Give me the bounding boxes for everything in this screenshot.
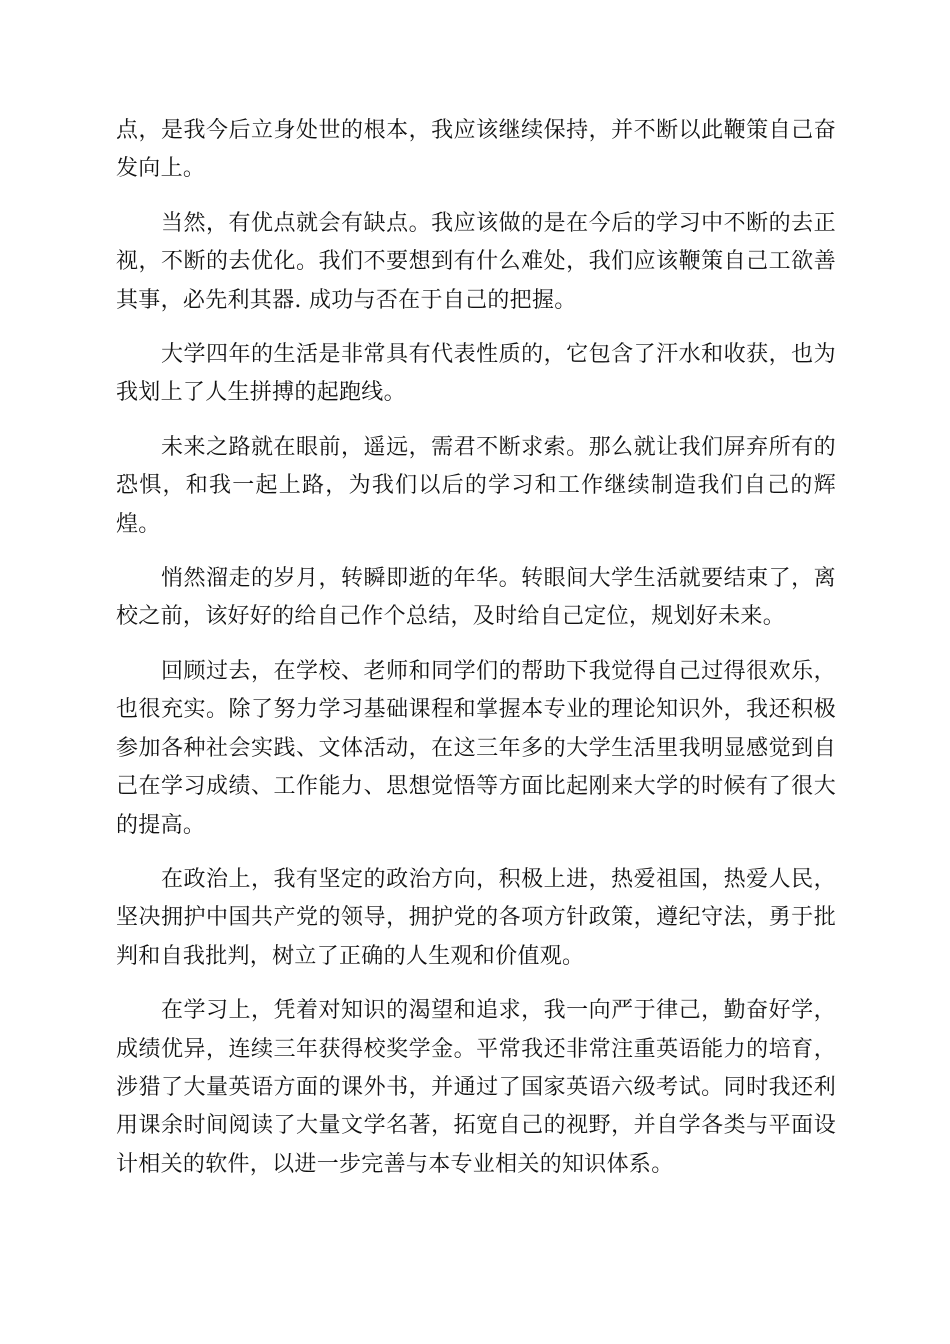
paragraph-2: 当然，有优点就会有缺点。我应该做的是在今后的学习中不断的去正视，不断的去优化。我们不要想到有什么难处，我们应该鞭策自己工欲善其事，必先利其器. 成功与否在于自己的把握。 — [116, 210, 836, 313]
paragraph-5: 悄然溜走的岁月，转瞬即逝的年华。转眼间大学生活就要结束了，离校之前，该好好的给自己作个总结，及时给自己定位，规划好未来。 — [116, 566, 836, 630]
document-body — [116, 112, 836, 1200]
paragraph-8: 在学习上，凭着对知识的渴望和追求，我一向严于律己，勤奋好学，成绩优异，连续三年获得校奖学金。平常我还非常注重英语能力的培育，涉猎了大量英语方面的课外书，并通过了国家英语六级考试。同时我还利用课余时间阅读了大量文学名著，拓宽自己的视野，并自学各类与平面设计相关的软件，以进一步完善与本专业相关的知识体系。 — [116, 998, 836, 1177]
paragraph-3: 大学四年的生活是非常具有代表性质的，它包含了汗水和收获，也为我划上了人生拼搏的起跑线。 — [116, 342, 836, 406]
paragraph-7: 在政治上，我有坚定的政治方向，积极上进，热爱祖国，热爱人民，坚决拥护中国共产党的领导，拥护党的各项方针政策，遵纪守法，勇于批判和自我批判，树立了正确的人生观和价值观。 — [116, 866, 836, 969]
paragraph-6: 回顾过去，在学校、老师和同学们的帮助下我觉得自己过得很欢乐，也很充实。除了努力学习基础课程和掌握本专业的理论知识外，我还积极参加各种社会实践、文体活动，在这三年多的大学生活里我明显感觉到自己在学习成绩、工作能力、思想觉悟等方面比起刚来大学的时候有了很大的提高。 — [116, 658, 836, 838]
paragraph-1: 点，是我今后立身处世的根本，我应该继续保持，并不断以此鞭策自己奋发向上。 — [116, 118, 836, 182]
paragraph-4: 未来之路就在眼前，遥远，需君不断求索。那么就让我们屏弃所有的恐惧，和我一起上路，为我们以后的学习和工作继续制造我们自己的辉煌。 — [116, 434, 836, 537]
